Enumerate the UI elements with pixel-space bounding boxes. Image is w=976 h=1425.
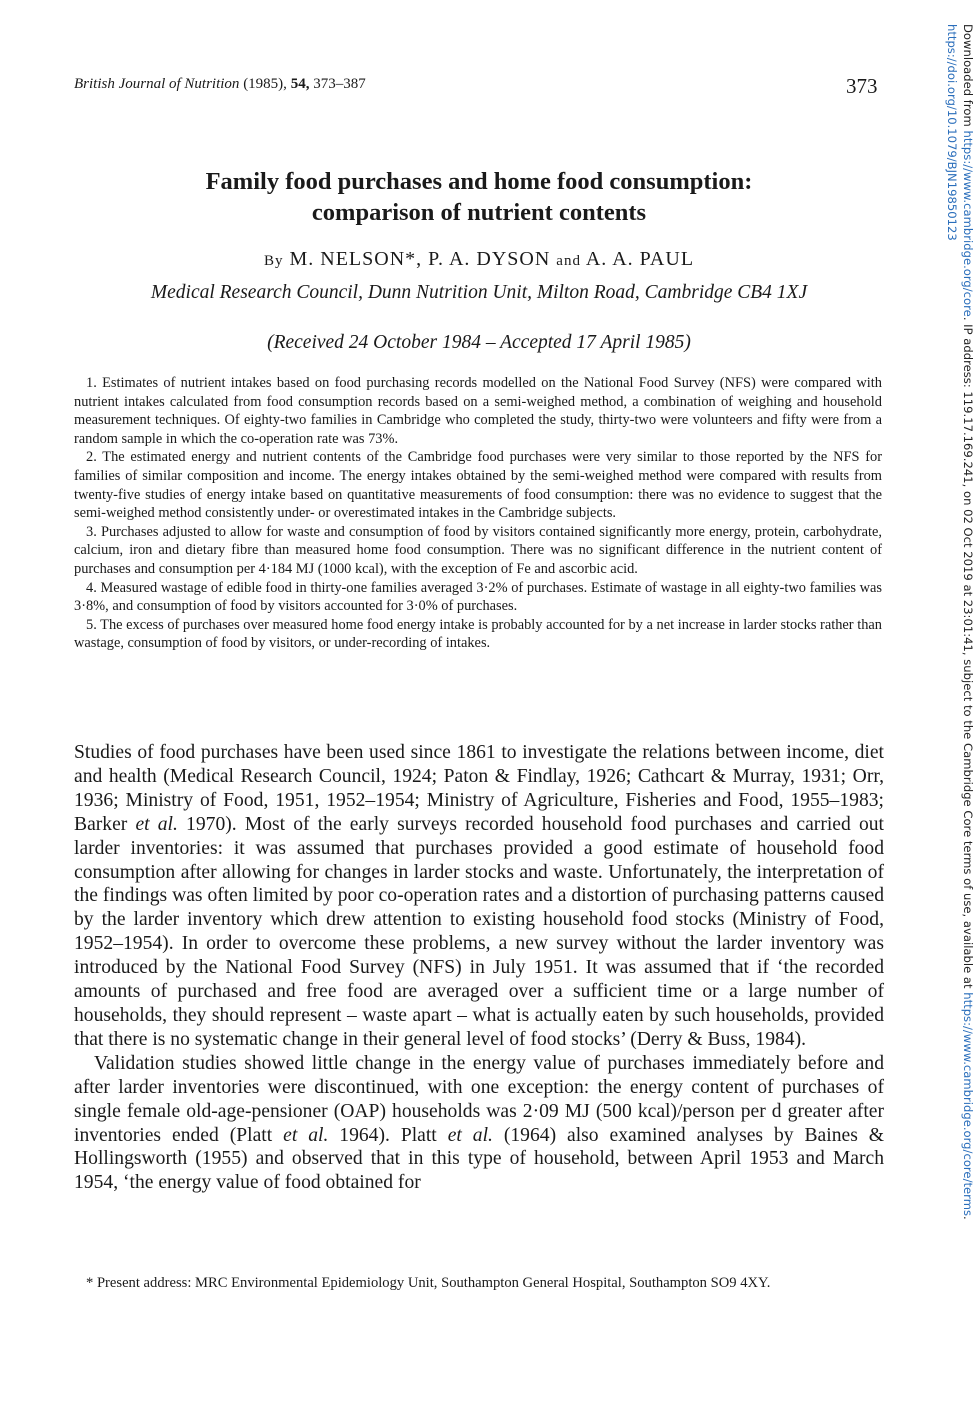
abstract-point: 5. The excess of purchases over measured home food energy intake is probably accounted for by a net increase in larder stocks rather than wastage, consumption of food by visitors, or under-recording of intakes. bbox=[74, 616, 882, 652]
body-text bbox=[74, 741, 884, 1195]
ip-text: . IP address: 119.17.169.241, on 02 Oct 2019 at 23:01:41, subject to the Cambridge Core terms of use, available at bbox=[961, 316, 975, 993]
download-notice bbox=[944, 24, 976, 1220]
text: Studies of food purchases have been used since 1861 to investigate the relations between income, diet and health (Medical Research Council, 1924; Paton & Findlay, 1926; Cathcart & Murray, 1931; Orr, 1936; Ministry of Food, 1951, 1952–1954; Ministry of Agriculture, Fisheries and Food, 1955–1983; Barker bbox=[74, 742, 884, 835]
text: (1964) also examined analyses by Baines & Hollingsworth (1955) and observed that in this type of household, between April 1953 and March 1954, ‘the energy value of food obtained for bbox=[74, 1124, 884, 1194]
paragraph bbox=[74, 1052, 884, 1195]
abstract-point: 1. Estimates of nutrient intakes based on food purchasing records modelled on the National Food Survey (NFS) were compared with nutrient intakes calculated from food consumption records based on a semi-weighed method, a combination of weighing and household measurement techniques. Of eighty-two families in Cambridge who completed the study, thirty-two were volunteers and fifty were from a random sample in which the co-operation rate was 73%. bbox=[74, 375, 882, 447]
terms-link[interactable]: https://www.cambridge.org/core/terms bbox=[961, 992, 975, 1217]
core-link[interactable]: https://www.cambridge.org/core bbox=[961, 130, 975, 317]
and-label: and bbox=[556, 253, 581, 269]
footnote: * Present address: MRC Environmental Epidemiology Unit, Southampton General Hospital, Southampton SO9 4XY. bbox=[86, 1275, 771, 1291]
et-al: et al. bbox=[135, 813, 178, 835]
title-line-1: Family food purchases and home food consumption: bbox=[205, 168, 753, 195]
abstract-point: 4. Measured wastage of edible food in thirty-one families averaged 3·2% of purchases. Estimate of wastage in all eighty-two families was 3·8%, and consumption of food by visitors accounted for 3·0% of purchases. bbox=[74, 579, 882, 615]
journal-pages: 373–387 bbox=[313, 76, 366, 92]
downloaded-label: Downloaded from bbox=[961, 24, 975, 131]
received-dates: (Received 24 October 1984 – Accepted 17 April 1985) bbox=[267, 332, 691, 353]
title-line-2: comparison of nutrient contents bbox=[311, 199, 647, 226]
page-number: 373 bbox=[846, 74, 878, 98]
text: 1970). Most of the early surveys recorded household food purchases and carried out larder inventories: it was assumed that purchases provided a good estimate of household food consumption after allowing for changes in larder stocks and waste. Unfortunately, the interpretation of the findings was often limited by poor co-operation rates and a distortion of purchasing patterns caused by the larder inventory which drew attention to existing household food stocks (Ministry of Food, 1952–1954). In order to overcome these problems, a new survey without the larder inventory was introduced by the National Food Survey (NFS) in July 1951. It was assumed that if ‘the recorded amounts of purchased and free food are averaged over a sufficient time or a large number of households, they should represent – waste apart – what is actually eaten by such households, provided that there is no systematic change in their general level of food stocks’ (Derry & Buss, 1984). bbox=[74, 813, 884, 1050]
abstract-point: 2. The estimated energy and nutrient contents of the Cambridge food purchases were very similar to those reported by the NFS for families of similar composition and income. The energy intakes obtained by the semi-weighed method were compared with results from twenty-five studies of energy intake based on quantitative measurements of food consumption: there was no evidence to suggest that the semi-weighed method consistently under- or overestimated intakes in the Cambridge subjects. bbox=[74, 449, 882, 522]
period: . bbox=[961, 1216, 975, 1220]
affiliation: Medical Research Council, Dunn Nutrition Unit, Milton Road, Cambridge CB4 1XJ bbox=[150, 282, 808, 303]
journal-volume: 54, bbox=[290, 76, 310, 92]
authors bbox=[74, 248, 884, 271]
abstract-point: 3. Purchases adjusted to allow for waste and consumption of food by visitors contained significantly more energy, protein, carbohydrate, calcium, iron and dietary fibre than measured home food consumption. There was no significant difference in the nutrient content of purchases and consumption per 4·184 MJ (1000 kcal), with the exception of Fe and ascorbic acid. bbox=[74, 523, 882, 577]
abstract bbox=[74, 374, 882, 653]
et-al: et al. bbox=[283, 1124, 329, 1146]
by-label: By bbox=[263, 253, 284, 269]
journal-name: British Journal of Nutrition bbox=[74, 76, 240, 92]
author-names-2: A. A. PAUL bbox=[585, 248, 695, 270]
paper-title bbox=[74, 166, 884, 228]
author-names-1: M. NELSON*, P. A. DYSON bbox=[289, 248, 551, 270]
text: Validation studies showed little change in the energy value of purchases immediately before and after larder inventories were discontinued, with one exception: the energy content of purchases of single female old-age-pensioner (OAP) households was 2·09 MJ (500 kcal)/person per d greater after inventories ended (Platt bbox=[74, 1052, 884, 1146]
paragraph bbox=[74, 741, 884, 1052]
journal-year: (1985), bbox=[243, 76, 287, 92]
et-al: et al. bbox=[447, 1124, 493, 1146]
running-header bbox=[74, 76, 366, 93]
text: 1964). Platt bbox=[328, 1124, 448, 1146]
doi-link[interactable]: https://doi.org/10.1079/BJN19850123 bbox=[945, 24, 959, 241]
